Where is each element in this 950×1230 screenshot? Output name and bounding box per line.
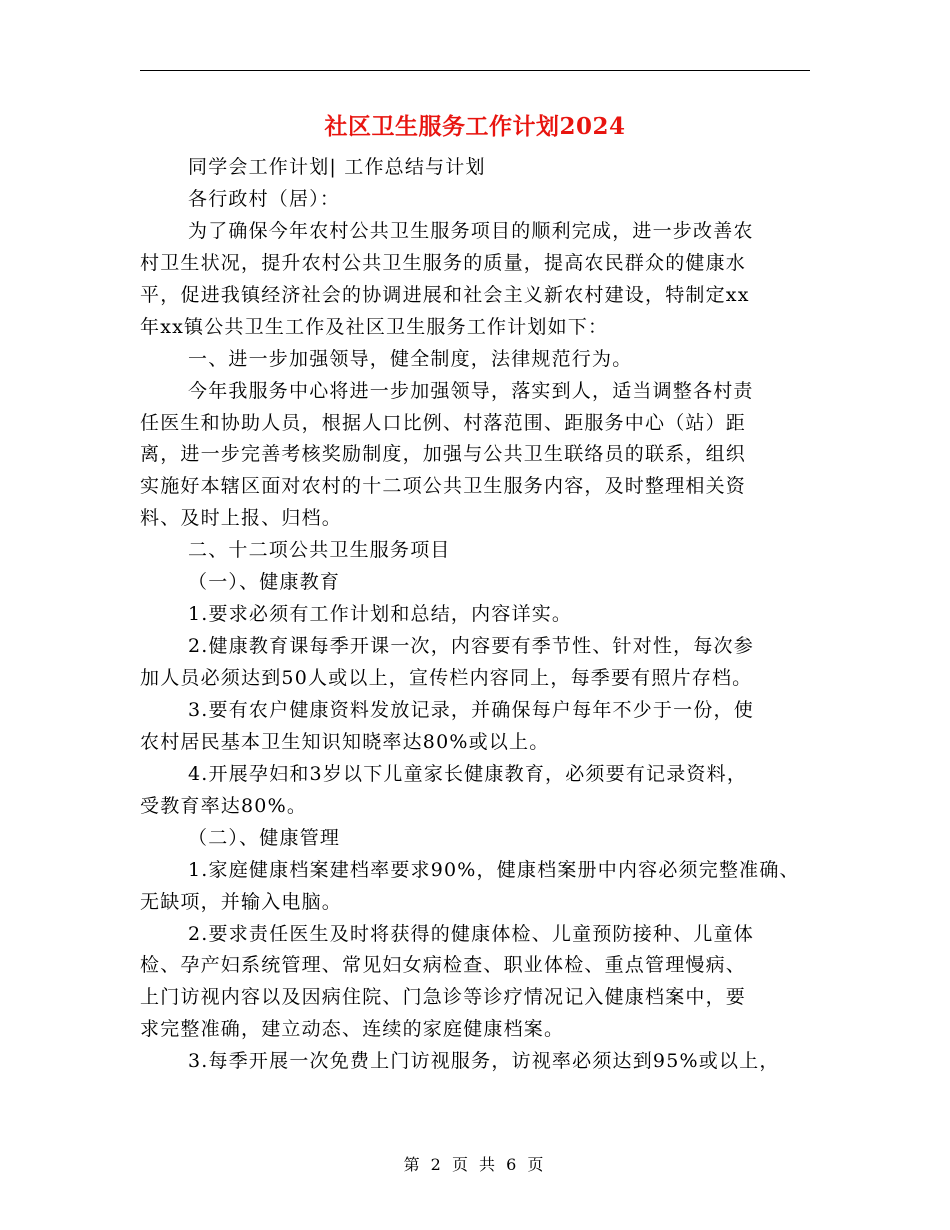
list-item: 1.要求必须有工作计划和总结，内容详实。 — [188, 603, 573, 626]
body-line: 今年我服务中心将进一步加强领导，落实到人，适当调整各村责 — [188, 379, 754, 402]
header-rule — [140, 70, 810, 71]
body-line: 实施好本辖区面对农村的十二项公共卫生服务内容，及时整理相关资 — [140, 475, 747, 498]
page-number: 第 2 页 共 6 页 — [403, 1155, 547, 1174]
body-line: 料、及时上报、归档。 — [140, 507, 343, 530]
subsection-heading: （一）、健康教育 — [188, 571, 341, 594]
list-item: 4.开展孕妇和3岁以下儿童家长健康教育，必须要有记录资料， — [188, 762, 748, 785]
body-line: 无缺项，并输入电脑。 — [140, 890, 343, 913]
list-item: 2.健康教育课每季开课一次，内容要有季节性、针对性，每次参 — [188, 635, 754, 658]
section-heading: 二、十二项公共卫生服务项目 — [188, 539, 451, 562]
list-item: 2.要求责任医生及时将获得的健康体检、儿童预防接种、儿童体 — [188, 922, 754, 945]
body-line: 村卫生状况，提升农村公共卫生服务的质量，提高农民群众的健康水 — [140, 251, 747, 274]
document-body — [140, 152, 810, 1078]
body-line: 各行政村（居）： — [188, 187, 341, 210]
list-item: 3.每季开展一次免费上门访视服务，访视率必须达到95%或以上， — [188, 1050, 780, 1073]
body-line: 求完整准确，建立动态、连续的家庭健康档案。 — [140, 1018, 565, 1041]
body-line: 检、孕产妇系统管理、常见妇女病检查、职业体检、重点管理慢病、 — [140, 954, 747, 977]
body-line: 上门访视内容以及因病住院、门急诊等诊疗情况记入健康档案中，要 — [140, 986, 747, 1009]
body-line: 加人员必须达到50人或以上，宣传栏内容同上，每季要有照片存档。 — [140, 667, 753, 689]
body-line: 离，进一步完善考核奖励制度，加强与公共卫生联络员的联系，组织 — [140, 443, 747, 466]
body-line: 为了确保今年农村公共卫生服务项目的顺利完成，进一步改善农 — [188, 219, 754, 242]
list-item: 3.要有农户健康资料发放记录，并确保每户每年不少于一份，使 — [188, 698, 754, 721]
body-line: 年xx镇公共卫生工作及社区卫生服务工作计划如下： — [140, 315, 609, 338]
document-title: 社区卫生服务工作计划2024 — [324, 113, 626, 140]
list-item: 1.家庭健康档案建档率要求90%，健康档案册中内容必须完整准确、 — [188, 858, 800, 881]
subsection-heading: （二）、健康管理 — [188, 826, 341, 849]
body-line: 同学会工作计划| 工作总结与计划 — [188, 156, 486, 178]
body-line: 受教育率达80%。 — [140, 794, 308, 817]
body-line: 农村居民基本卫生知识知晓率达80%或以上。 — [140, 730, 550, 753]
body-line: 任医生和协助人员，根据人口比例、村落范围、距服务中心（站）距 — [140, 411, 747, 434]
body-line: 平，促进我镇经济社会的协调进展和社会主义新农村建设，特制定xx — [140, 283, 750, 306]
section-heading: 一、进一步加强领导，健全制度，法律规范行为。 — [188, 347, 633, 370]
